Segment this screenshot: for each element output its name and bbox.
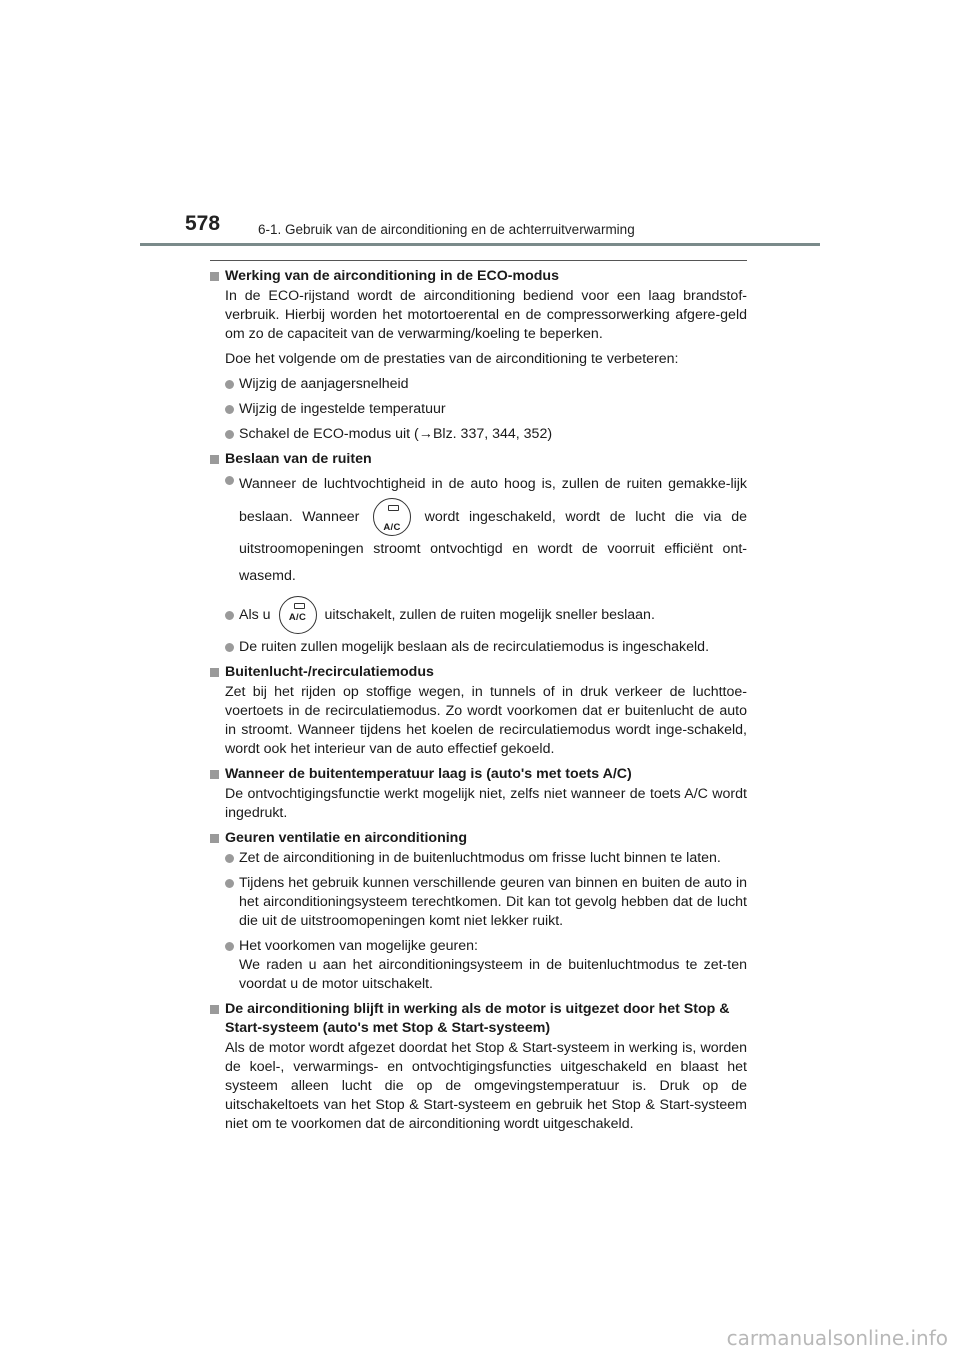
square-bullet-icon: [210, 770, 219, 779]
square-bullet-icon: [210, 668, 219, 677]
list-item: Wijzig de ingestelde temperatuur: [210, 400, 747, 419]
paragraph: Doe het volgende om de prestaties van de airconditioning te verbeteren:: [225, 351, 679, 367]
list-item: Als u A/C uitschakelt, zullen de ruiten mogelijk sneller beslaan.: [210, 596, 747, 634]
round-bullet-icon: [225, 879, 234, 888]
list-item: Schakel de ECO-modus uit (→Blz. 337, 344, 352): [210, 425, 747, 444]
paragraph: In de ECO-rijstand wordt de airconditioning bediend voor een laag brandstof-verbruik. Hierbij worden het motortoerental en de compressorwerking afgere-geld om zo de capaciteit van de verwarming/koeling te beperken.: [225, 288, 747, 342]
section-title: Geuren ventilatie en airconditioning: [210, 829, 747, 848]
page-number: 578: [185, 212, 221, 235]
section-title: De airconditioning blijft in werking als de motor is uitgezet door het Stop & Start-systeem (auto's met Stop & Start-systeem): [210, 1000, 747, 1038]
page-header: [0, 0, 960, 250]
section-title: Beslaan van de ruiten: [210, 450, 747, 469]
section-title: Buitenlucht-/recirculatiemodus: [210, 663, 747, 682]
section-stop-start: [210, 1000, 747, 1134]
indicator-light-icon: [388, 505, 399, 511]
round-bullet-icon: [225, 405, 234, 414]
ac-button-icon: A/C: [279, 596, 317, 634]
list-item: De ruiten zullen mogelijk beslaan als de recirculatiemodus is ingeschakeld.: [210, 638, 747, 657]
section-eco-mode: [210, 267, 747, 444]
paragraph: De ontvochtigingsfunctie werkt mogelijk niet, zelfs niet wanneer de toets A/C wordt ingedrukt.: [225, 786, 747, 822]
list-item: Zet de airconditioning in de buitenluchtmodus om frisse lucht binnen te laten.: [210, 849, 747, 868]
list-item: Het voorkomen van mogelijke geuren: We raden u aan het airconditioningsysteem in de buitenluchtmodus te zet-ten voordat u de motor uitschakelt.: [210, 937, 747, 994]
header-rule: [140, 243, 820, 246]
square-bullet-icon: [210, 272, 219, 281]
round-bullet-icon: [225, 380, 234, 389]
round-bullet-icon: [225, 430, 234, 439]
paragraph: Als de motor wordt afgezet doordat het Stop & Start-systeem in werking is, worden de koel-, verwarmings- en ontvochtigingsfuncties uitgeschakeld en blaast het systeem alleen lucht die op de omgevingstemperatuur is. Druk op de uitschakeltoets van het Stop & Start-systeem en gebruik het Stop & Start-systeem niet om te voorkomen dat de airconditioning wordt uitgeschakeld.: [225, 1040, 747, 1133]
section-odors: [210, 829, 747, 994]
round-bullet-icon: [225, 476, 234, 485]
square-bullet-icon: [210, 455, 219, 464]
chapter-title: 6-1. Gebruik van de airconditioning en de achterruitverwarming: [258, 222, 635, 237]
list-item: Wijzig de aanjagersnelheid: [210, 375, 747, 394]
main-content: [210, 264, 747, 1140]
section-window-fogging: [210, 450, 747, 657]
indicator-light-icon: [294, 603, 305, 609]
list-item: Wanneer de luchtvochtigheid in de auto hoog is, zullen de ruiten gemakke-lijk beslaan. Wanneer A/C wordt ingeschakeld, wordt de lucht die via de uitstroomopeningen stroomt ontvochtigd en wordt de voorruit efficiënt ont-wasemd.: [210, 471, 747, 590]
round-bullet-icon: [225, 643, 234, 652]
list-item: Tijdens het gebruik kunnen verschillende geuren van binnen en buiten de auto in het airconditioningsysteem terechtkomen. Dit kan tot gevolg hebben dat de lucht die uit de uitstroomopeningen komt niet lekker ruikt.: [210, 874, 747, 931]
section-title: Wanneer de buitentemperatuur laag is (auto's met toets A/C): [210, 765, 747, 784]
ac-button-icon: A/C: [373, 498, 411, 536]
square-bullet-icon: [210, 834, 219, 843]
square-bullet-icon: [210, 1005, 219, 1014]
section-recirculation: [210, 663, 747, 759]
paragraph: Zet bij het rijden op stoffige wegen, in tunnels of in druk verkeer de luchttoe-voertoets in de recirculatiemodus. Zo wordt voorkomen dat er buitenlucht de auto in stroomt. Wanneer tijdens het koelen de recirculatiemodus wordt inge-schakeld, wordt ook het interieur van de auto effectief gekoeld.: [225, 684, 747, 758]
round-bullet-icon: [225, 611, 234, 620]
section-title: Werking van de airconditioning in de ECO-modus: [210, 267, 747, 286]
watermark: carmanualsonline.info: [726, 1326, 948, 1350]
section-divider: [210, 260, 747, 261]
round-bullet-icon: [225, 854, 234, 863]
round-bullet-icon: [225, 942, 234, 951]
section-low-temperature: [210, 765, 747, 823]
